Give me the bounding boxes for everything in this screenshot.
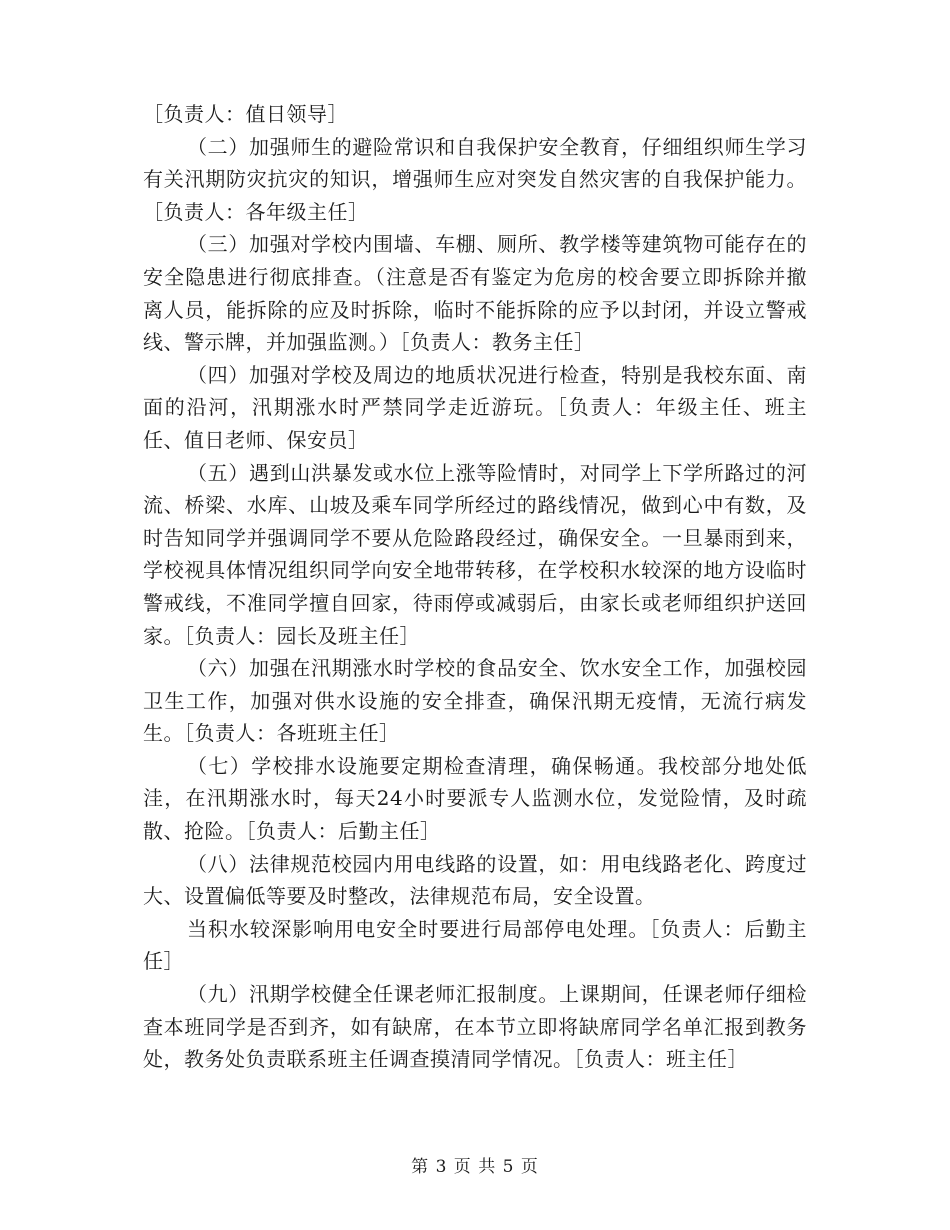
paragraph-2: （二）加强师生的避险常识和自我保护安全教育，仔细组织师生学习有关汛期防灾抗灾的知识，增强师生应对突发自然灾害的自我保护能力。［负责人：各年级主任］: [143, 134, 807, 224]
paragraph-4: （四）加强对学校及周边的地质状况进行检查，特别是我校东面、南面的沿河，汛期涨水时严禁同学走近游玩。［负责人：年级主任、班主任、值日老师、保安员］: [143, 362, 807, 452]
paragraph-6: （六）加强在汛期涨水时学校的食品安全、饮水安全工作，加强校园卫生工作，加强对供水设施的安全排查，确保汛期无疫情，无流行病发生。［负责人：各班班主任］: [143, 656, 807, 746]
paragraph-8: （八）法律规范校园内用电线路的设置，如：用电线路老化、跨度过大、设置偏低等要及时整改，法律规范布局，安全设置。: [143, 851, 807, 909]
paragraph-9: 当积水较深影响用电安全时要进行局部停电处理。［负责人：后勤主任］: [143, 916, 807, 974]
paragraph-1: ［负责人：值日领导］: [143, 102, 348, 126]
document-body: [143, 98, 807, 1076]
paragraph-5: （五）遇到山洪暴发或水位上涨等险情时，对同学上下学所路过的河流、桥梁、水库、山坡及乘车同学所经过的路线情况，做到心中有数，及时告知同学并强调同学不要从危险路段经过，确保安全。一旦暴雨到来，学校视具体情况组织同学向安全地带转移，在学校积水较深的地方设临时警戒线，不准同学擅自回家，待雨停或减弱后，由家长或老师组织护送回家。［负责人：园长及班主任］: [143, 460, 807, 648]
paragraph-10: （九）汛期学校健全任课老师汇报制度。上课期间，任课老师仔细检查本班同学是否到齐，如有缺席，在本节立即将缺席同学名单汇报到教务处，教务处负责联系班主任调查摸清同学情况。［负责人：班主任］: [143, 982, 807, 1072]
page-number-footer: 第 3 页 共 5 页: [411, 1157, 539, 1177]
paragraph-3: （三）加强对学校内围墙、车棚、厕所、教学楼等建筑物可能存在的安全隐患进行彻底排查。（注意是否有鉴定为危房的校舍要立即拆除并撤离人员，能拆除的应及时拆除，临时不能拆除的应予以封闭，并设立警戒线、警示牌，并加强监测。）［负责人：教务主任］: [143, 232, 807, 355]
paragraph-7: （七）学校排水设施要定期检查清理，确保畅通。我校部分地处低洼，在汛期涨水时，每天24小时要派专人监测水位，发觉险情，及时疏散、抢险。［负责人：后勤主任］: [143, 753, 807, 844]
